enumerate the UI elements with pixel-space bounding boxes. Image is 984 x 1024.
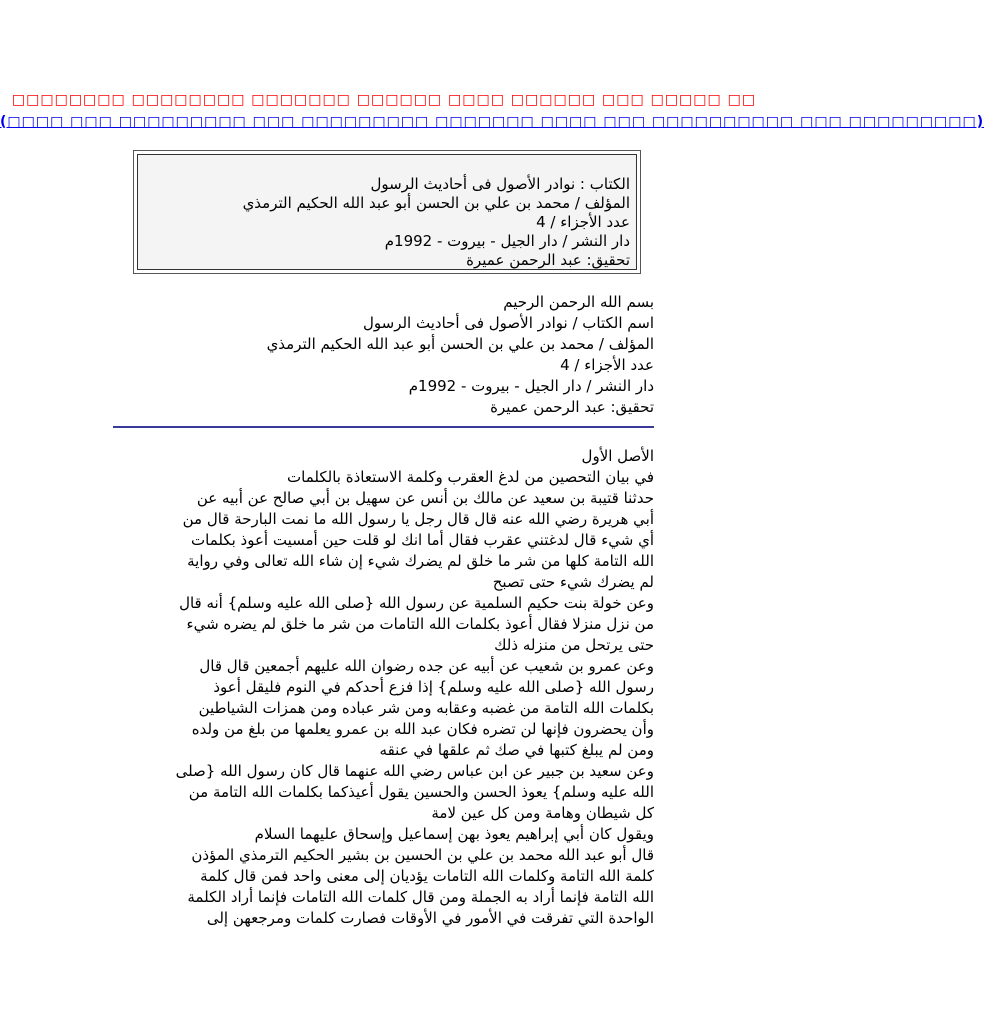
- info-publisher: دار النشر / دار الجيل - بيروت - 1992م: [384, 232, 630, 250]
- body-line: وعن خولة بنت حكيم السلمية عن رسول الله {صلى الله عليه وسلم} أنه قال: [179, 594, 654, 612]
- body-line: الله التامة كلها من شر ما خلق لم يضرك شيء إن شاء الله تعالى وفي رواية: [187, 552, 654, 570]
- meta-publisher: دار النشر / دار الجيل - بيروت - 1992م: [408, 377, 654, 395]
- section-divider: [113, 426, 654, 428]
- book-info-box: [133, 150, 641, 274]
- body-line: من نزل منزلا فقال أعوذ بكلمات الله التامات من شر ما خلق لم يضره شيء: [186, 615, 654, 633]
- info-author: المؤلف / محمد بن علي بن الحسن أبو عبد الله الحكيم الترمذي: [242, 194, 630, 212]
- body-text: [110, 446, 654, 929]
- meta-volumes: عدد الأجزاء / 4: [560, 356, 654, 374]
- section-heading: الأصل الأول: [581, 447, 654, 465]
- header-link[interactable]: (□□□□ □□□ □□□□□□□□□ □□□ □□□□□□□□□ □□□□□□□ □□□□ □□□ □□□□□□□□□□ □□□ □□□□□□□□□): [0, 114, 984, 130]
- body-line: الله عليه وسلم} يعوذ الحسن والحسين يقول أعيذكما بكلمات الله التامة من: [188, 783, 654, 801]
- body-line: رسول الله {صلى الله عليه وسلم} إذا فزع أحدكم في النوم فليقل أعوذ: [213, 678, 654, 696]
- meta-author: المؤلف / محمد بن علي بن الحسن أبو عبد الله الحكيم الترمذي: [266, 335, 654, 353]
- body-line: الواحدة التي تفرقت في الأمور في الأوقات فصارت كلمات ومرجعهن إلى: [206, 909, 654, 927]
- body-line: ومن لم يبلغ كتبها في صك ثم علقها في عنقه: [379, 741, 654, 759]
- body-line: حدثنا قتيبة بن سعيد عن مالك بن أنس عن سهيل بن أبي صالح عن أبيه عن: [196, 489, 654, 507]
- basmala: بسم الله الرحمن الرحيم: [503, 293, 654, 311]
- body-line: وعن سعيد بن جبير عن ابن عباس رضي الله عنهما قال كان رسول الله {صلى: [175, 762, 654, 780]
- info-title: الكتاب : نوادر الأصول فى أحاديث الرسول: [370, 175, 630, 193]
- body-line: بكلمات الله التامة من غضبه وعقابه ومن شر عباده ومن همزات الشياطين: [198, 699, 654, 717]
- body-line: حتى يرتحل من منزله ذلك: [494, 636, 654, 654]
- meta-book-name: اسم الكتاب / نوادر الأصول فى أحاديث الرسول: [362, 314, 654, 332]
- body-line: وأن يحضرون فإنها لن تضره فكان عبد الله بن عمرو يعلمها من بلغ من ولده: [191, 720, 654, 738]
- header-title: □□□□□□□□ □□□□□□□□ □□□□□□□ □□□□□□ □□□□ □□□□□□ □□□ □□□□□ □□: [11, 92, 757, 108]
- body-line: أبي هريرة رضي الله عنه قال قال رجل يا رسول الله ما نمت البارحة قال من: [182, 510, 654, 528]
- info-volumes: عدد الأجزاء / 4: [536, 213, 630, 231]
- body-line: لم يضرك شيء حتى تصبح: [492, 573, 654, 591]
- body-line: الله التامة فإنما أراد به الجملة ومن قال كلمات الله التامات فإنما أراد الكلمة: [187, 888, 654, 906]
- body-line: في بيان التحصين من لدغ العقرب وكلمة الاستعاذة بالكلمات: [287, 468, 654, 486]
- meta-editor: تحقيق: عبد الرحمن عميرة: [490, 398, 654, 416]
- book-meta: [110, 292, 654, 418]
- body-line: ويقول كان أبي إبراهيم يعوذ بهن إسماعيل وإسحاق عليهما السلام: [254, 825, 654, 843]
- book-info-box-inner: [137, 154, 637, 270]
- body-line: أي شيء قال لدغتني عقرب فقال أما انك لو قلت حين أمسيت أعوذ بكلمات: [191, 531, 654, 549]
- info-editor: تحقيق: عبد الرحمن عميرة: [466, 251, 630, 269]
- body-line: وعن عمرو بن شعيب عن أبيه عن جده رضوان الله عليهم أجمعين قال قال: [199, 657, 654, 675]
- body-line: قال أبو عبد الله محمد بن علي بن الحسين بن بشير الحكيم الترمذي المؤذن: [191, 846, 654, 864]
- body-line: كل شيطان وهامة ومن كل عين لامة: [431, 804, 654, 822]
- body-line: كلمة الله التامة وكلمات الله التامات يؤديان إلى معنى واحد فمن قال كلمة: [200, 867, 654, 885]
